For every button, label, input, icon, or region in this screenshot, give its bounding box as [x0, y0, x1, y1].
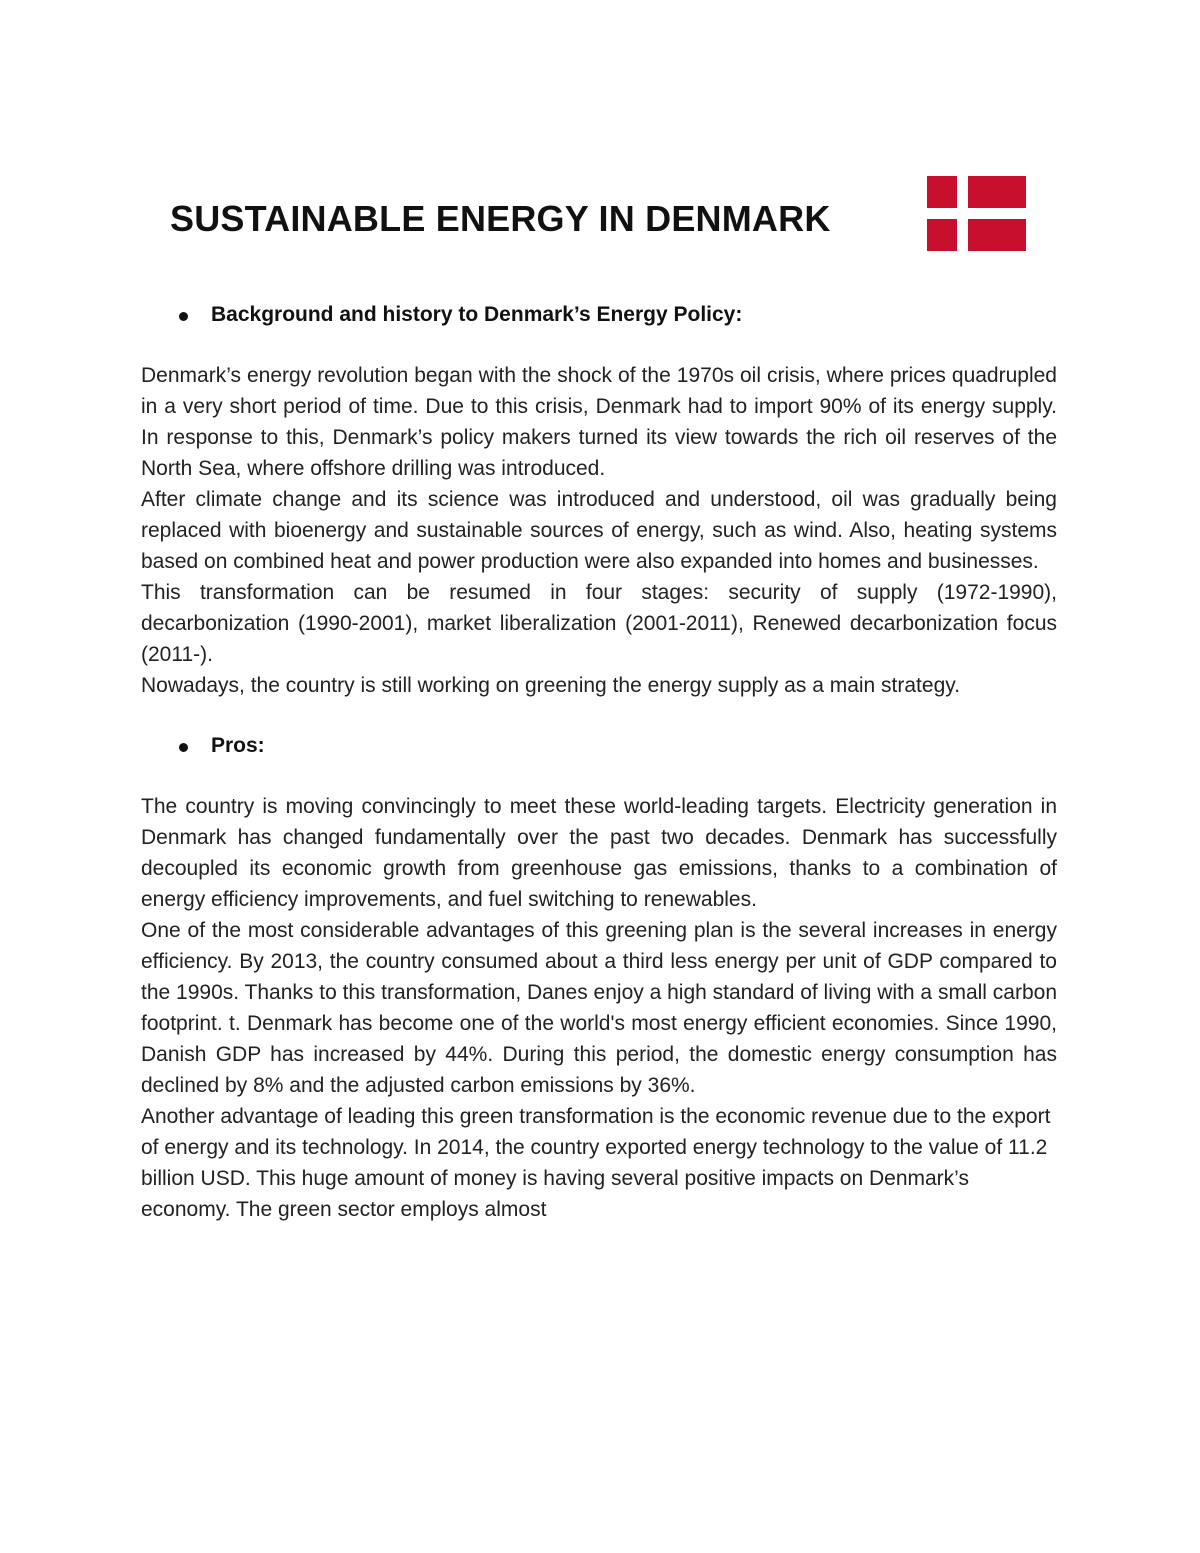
- paragraph: Nowadays, the country is still working on greening the energy supply as a main strategy.: [141, 674, 961, 697]
- paragraph: Denmark’s energy revolution began with the shock of the 1970s oil crisis, where prices quadrupled in a very short period of time. Due to this crisis, Denmark had to import 90% of its energy supply. In response to this, Denmark’s policy makers turned its view towards the rich oil reserves of the North Sea, where offshore drilling was introduced.: [141, 364, 1057, 480]
- bullet-icon: [179, 743, 188, 752]
- page-title: SUSTAINABLE ENERGY IN DENMARK: [170, 198, 831, 239]
- section-heading-text: Background and history to Denmark’s Energy Policy:: [211, 303, 743, 326]
- document-body: [141, 298, 1057, 1225]
- section-heading-background: [141, 298, 1057, 332]
- denmark-flag-icon: [927, 176, 1026, 251]
- section-heading-pros: [141, 729, 1057, 763]
- section-heading-text: Pros:: [211, 734, 265, 757]
- paragraph: One of the most considerable advantages of this greening plan is the several increases in energy efficiency. By 2013, the country consumed about a third less energy per unit of GDP compared to the 1990s. Thanks to this transformation, Danes enjoy a high standard of living with a small carbon footprint. t. Denmark has become one of the world's most energy efficient economies. Since 1990, Danish GDP has increased by 44%. During this period, the domestic energy consumption has declined by 8% and the adjusted carbon emissions by 36%.: [141, 919, 1057, 1097]
- bullet-icon: [179, 312, 188, 321]
- paragraph: Another advantage of leading this green transformation is the economic revenue due to the export of energy and its technology. In 2014, the country exported energy technology to the value of 11.2 billion USD. This huge amount of money is having several positive impacts on Denmark’s economy. The green sector employs almost: [141, 1105, 1051, 1221]
- title-row: [170, 172, 1030, 256]
- paragraph: This transformation can be resumed in four stages: security of supply (1972-1990), decarbonization (1990-2001), market liberalization (2001-2011), Renewed decarbonization focus (2011-).: [141, 581, 1057, 666]
- paragraph: The country is moving convincingly to meet these world-leading targets. Electricity generation in Denmark has changed fundamentally over the past two decades. Denmark has successfully decoupled its economic growth from greenhouse gas emissions, thanks to a combination of energy efficiency improvements, and fuel switching to renewables.: [141, 795, 1057, 911]
- paragraph: After climate change and its science was introduced and understood, oil was gradually being replaced with bioenergy and sustainable sources of energy, such as wind. Also, heating systems based on combined heat and power production were also expanded into homes and businesses.: [141, 488, 1057, 573]
